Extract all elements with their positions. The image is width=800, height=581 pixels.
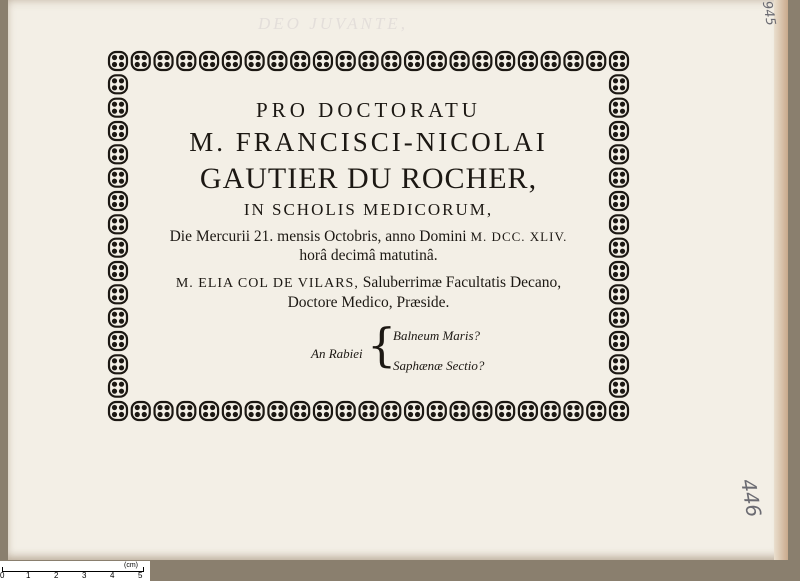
ornament-link [109,169,127,187]
president-name: M. ELIA COL DE VILARS, [175,276,359,291]
ornament-link [473,402,491,420]
ornament-link [473,52,491,70]
faculty-line: IN SCHOLIS MEDICORUM, [243,200,494,219]
ornament-link [177,52,195,70]
scale-ruler [2,567,144,572]
ornament-link [610,239,628,257]
ornament-link [610,192,628,210]
ornament-link [109,285,127,303]
date-year: M. DCC. XLIV. [470,229,568,244]
ornament-link [223,52,241,70]
ornament-link [155,52,173,70]
ornament-link [246,402,264,420]
ornament-link [451,52,469,70]
ornament-link [132,52,150,70]
president-title: Saluberrimæ Facultatis Decano, [362,274,562,291]
ornament-link [246,52,264,70]
ornament-link [314,402,332,420]
president-block [137,273,600,312]
ornament-link [382,402,400,420]
ornament-link [291,52,309,70]
ornament-link [223,402,241,420]
scale-unit: (cm) [124,562,138,569]
scale-tick-2: 2 [54,571,59,580]
date-block [137,227,600,265]
brace-glyph: { [367,318,397,372]
scale-tick-5: 5 [138,571,143,580]
ornament-link [496,402,514,420]
ornament-link [360,402,378,420]
ornamental-frame [107,50,630,422]
ornament-link [109,309,127,327]
ornament-link [109,239,127,257]
ornament-link [405,52,423,70]
president-role: Doctore Medico, Præside. [287,294,450,311]
pencil-note-top: 945 [758,0,778,28]
ornament-link [382,52,400,70]
ornament-link [428,402,446,420]
ornament-link [428,52,446,70]
ornament-link [109,215,127,233]
ornament-link [610,309,628,327]
ornament-link [587,52,605,70]
ornament-link [610,145,628,163]
question-option-1: Balneum Maris? [393,328,481,343]
ornament-link [610,99,628,117]
scale-tick-3: 3 [82,571,87,580]
ornament-link [268,52,286,70]
ornament-link [610,285,628,303]
time-text: horâ decimâ matutinâ. [299,247,438,264]
ornament-link [610,355,628,373]
question-lead: An Rabiei [311,346,363,361]
ornament-link [109,75,127,93]
ornament-link [564,402,582,420]
ornament-link [291,402,309,420]
ornament-link [542,402,560,420]
ornament-link [109,402,127,420]
ornament-link [610,169,628,187]
title-block [137,76,600,378]
ornament-link [519,52,537,70]
ornament-link [109,145,127,163]
date-text: Die Mercurii 21. mensis Octobris, anno Domini [169,228,467,245]
ornament-link [109,332,127,350]
scale-tick-1: 1 [26,571,31,580]
ornament-link [109,379,127,397]
ornament-link [109,262,127,280]
ornament-link [268,402,286,420]
ornament-link [610,379,628,397]
ornament-link [200,52,218,70]
ornament-link [314,52,332,70]
ornament-link [109,355,127,373]
ornament-link [610,215,628,233]
ornament-link [564,52,582,70]
scale-tick-4: 4 [110,571,115,580]
ornament-link [109,122,127,140]
ornament-link [405,402,423,420]
ornament-link [587,402,605,420]
candidate-forenames: M. FRANCISCI-NICOLAI [189,127,548,157]
ornament-link [610,262,628,280]
ornament-link [610,75,628,93]
ornament-link [132,402,150,420]
ornament-link [496,52,514,70]
header-pro-doctoratu: PRO DOCTORATU [256,98,481,122]
ornament-link [610,402,628,420]
ornament-link [109,192,127,210]
ornament-link [610,332,628,350]
ornament-link [109,52,127,70]
page-edge [774,0,788,560]
ornament-link [542,52,560,70]
ornament-link [109,99,127,117]
candidate-surname: GAUTIER DU ROCHER, [199,162,538,195]
ornament-link [177,402,195,420]
ornament-link [337,52,355,70]
ornament-link [155,402,173,420]
ornament-link [610,122,628,140]
ornament-link [610,52,628,70]
ornament-link [519,402,537,420]
ornament-link [360,52,378,70]
question-option-2: Saphænæ Sectio? [393,358,485,373]
pencil-note-margin: 446 [735,477,767,519]
bleed-through-text: DEO JUVANTE, [258,14,408,33]
thesis-question [137,318,600,378]
ornament-link [337,402,355,420]
ornament-link [451,402,469,420]
ornament-link [200,402,218,420]
scale-tick-0: 0 [0,571,5,580]
measurement-scale [0,561,150,581]
